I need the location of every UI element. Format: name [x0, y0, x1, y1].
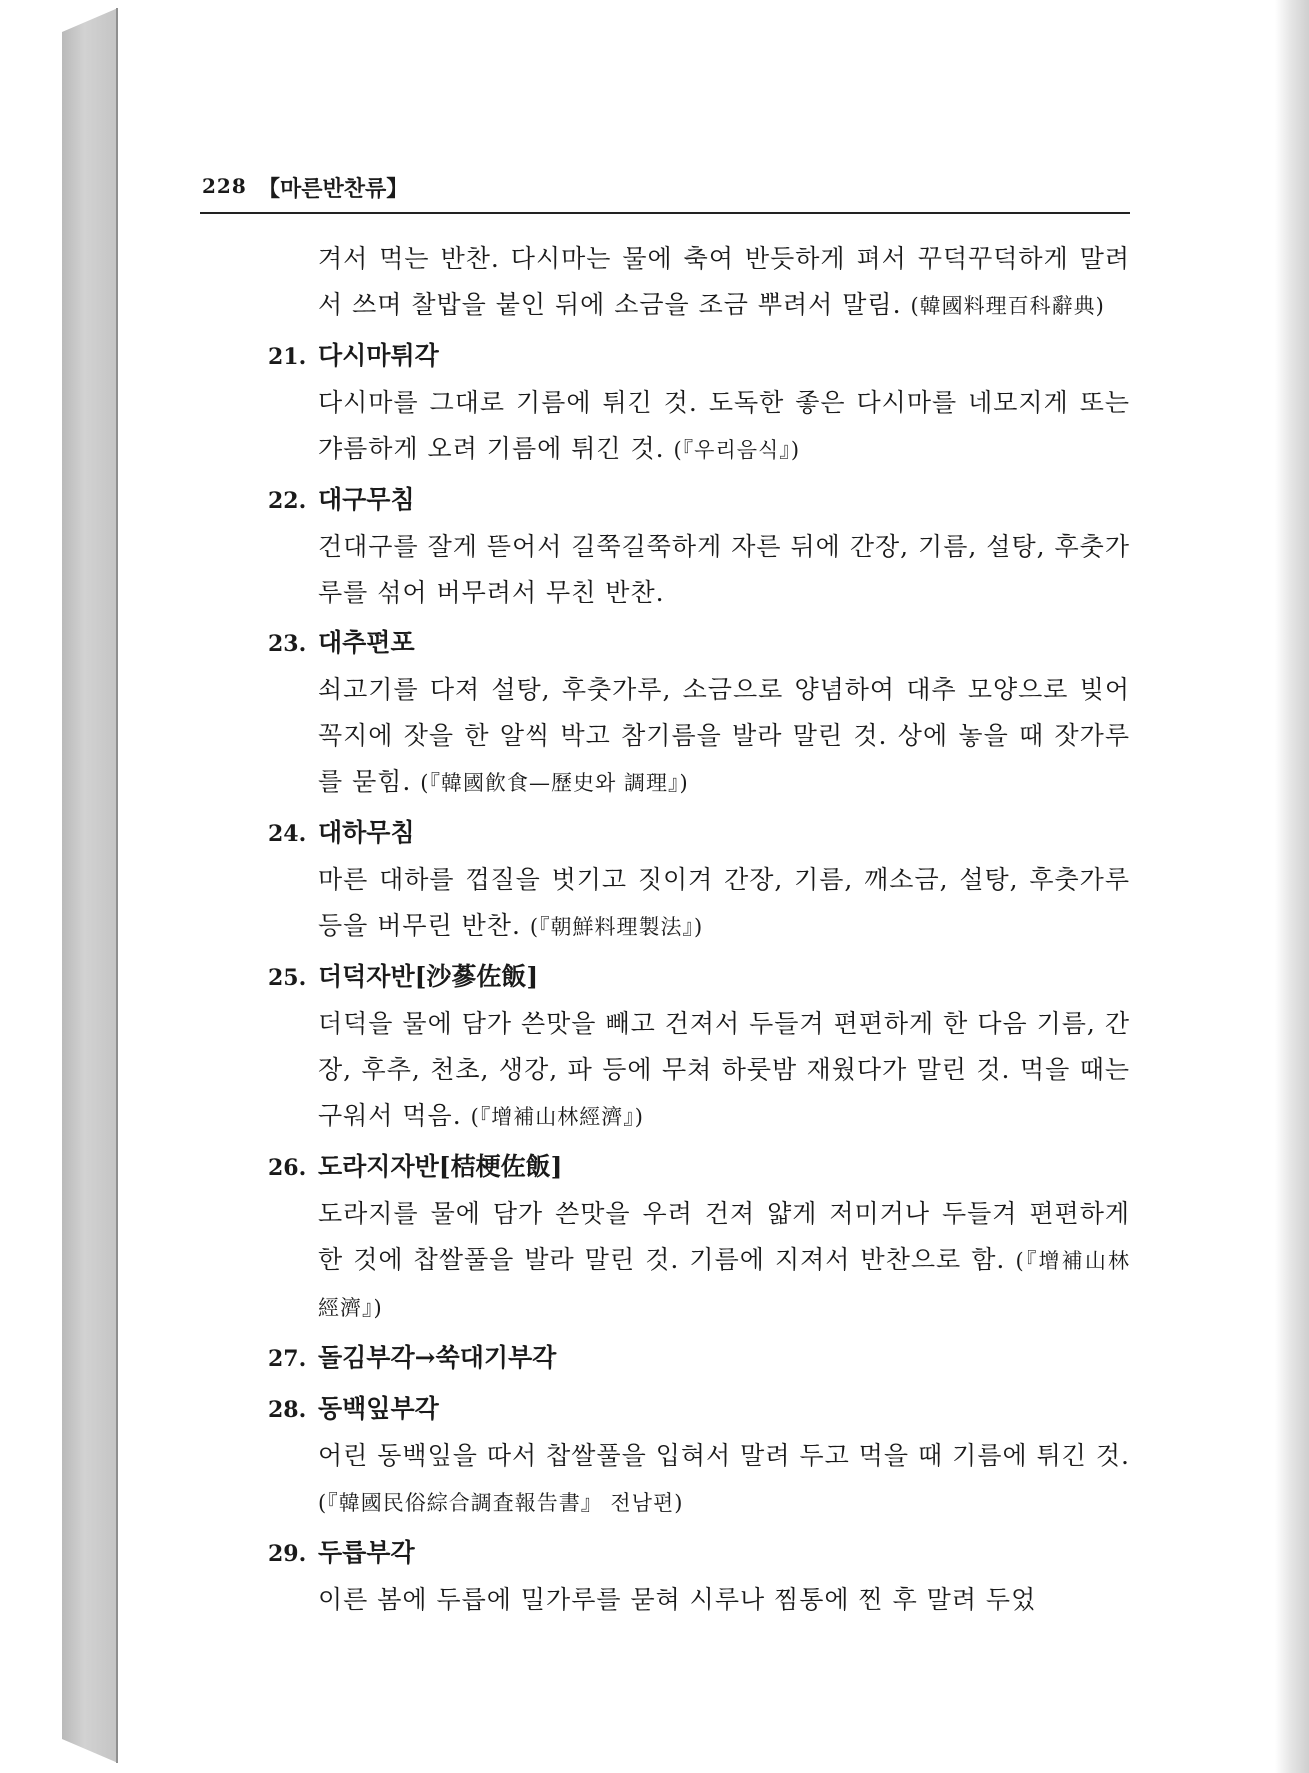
book-edge	[62, 8, 118, 1763]
entry-number: 29.	[268, 1541, 307, 1567]
running-title: 【마른반찬류】	[258, 176, 409, 202]
entry-heading	[268, 333, 1130, 380]
entry-title: 동백잎부각	[318, 1394, 439, 1423]
entry-title: 대하무침	[318, 818, 415, 847]
entry-body: 건대구를 잘게 뜯어서 길쭉길쭉하게 자른 뒤에 간장, 기름, 설탕, 후춧가루를 섞어 버무려서 무친 반찬.	[318, 532, 1130, 607]
entry-title: 두릅부각	[318, 1538, 415, 1567]
entry-heading	[268, 1530, 1130, 1577]
entry-number: 28.	[268, 1397, 307, 1423]
entry-heading	[268, 1386, 1130, 1433]
entry-heading	[268, 1335, 1130, 1382]
entry-number: 25.	[268, 965, 307, 991]
entry-number: 27.	[268, 1346, 307, 1372]
entry-body: 어린 동백잎을 따서 찹쌀풀을 입혀서 말려 두고 먹을 때 기름에 튀긴 것. (『韓國民俗綜合調査報告書』 전남편)	[318, 1441, 1130, 1515]
entry-number: 26.	[268, 1155, 307, 1181]
page-header	[200, 172, 1130, 214]
citation: (『韓國民俗綜合調査報告書』 전남편)	[318, 1491, 684, 1515]
entry-title: 도라지자반[桔梗佐飯]	[318, 1152, 563, 1181]
entry-title: 더덕자반[沙蔘佐飯]	[318, 962, 539, 991]
entry-number: 23.	[268, 631, 307, 657]
entry-body: 더덕을 물에 담가 쓴맛을 빼고 건져서 두들겨 편편하게 한 다음 기름, 간장, 후추, 천초, 생강, 파 등에 무쳐 하룻밤 재웠다가 말린 것. 먹을 때는 구워서 먹음. (『增補山林經濟』)	[318, 1009, 1130, 1130]
entry-body: 이른 봄에 두릅에 밀가루를 묻혀 시루나 찜통에 찐 후 말려 두었	[318, 1585, 1037, 1614]
entry-number: 22.	[268, 488, 307, 514]
page-shadow	[1275, 0, 1309, 1773]
entry-title: 대추편포	[318, 628, 415, 657]
citation: (『朝鮮料理製法』)	[529, 915, 704, 939]
entry-title: 돌김부각→쑥대기부각	[318, 1343, 557, 1372]
entry-heading	[268, 620, 1130, 667]
citation: (『우리음식』)	[673, 438, 801, 462]
entry-body: 쇠고기를 다져 설탕, 후춧가루, 소금으로 양념하여 대추 모양으로 빚어 꼭지에 잣을 한 알씩 박고 참기름을 발라 말린 것. 상에 놓을 때 잣가루를 묻힘. (『韓國飮食—歷史와 調理』)	[318, 675, 1130, 796]
entry-number: 21.	[268, 344, 307, 370]
page-number: 228	[202, 174, 247, 198]
continuation-text: 겨서 먹는 반찬. 다시마는 물에 축여 반듯하게 펴서 꾸덕꾸덕하게 말려서 쓰며 찰밥을 붙인 뒤에 소금을 조금 뿌려서 말림. (韓國料理百科辭典)	[318, 244, 1130, 319]
entry-heading	[268, 477, 1130, 524]
citation: (韓國料理百科辭典)	[910, 294, 1105, 318]
citation: (『增補山林經濟』)	[318, 1249, 1130, 1320]
entry-body: 다시마를 그대로 기름에 튀긴 것. 도독한 좋은 다시마를 네모지게 또는 갸름하게 오려 기름에 튀긴 것. (『우리음식』)	[318, 388, 1130, 463]
entry-body: 도라지를 물에 담가 쓴맛을 우려 건져 얇게 저미거나 두들겨 편편하게 한 것에 찹쌀풀을 발라 말린 것. 기름에 지져서 반찬으로 함. (『增補山林經濟』)	[318, 1199, 1130, 1320]
entry-number: 24.	[268, 821, 307, 847]
entry-body: 마른 대하를 껍질을 벗기고 짓이겨 간장, 기름, 깨소금, 설탕, 후춧가루 등을 버무린 반찬. (『朝鮮料理製法』)	[318, 865, 1130, 940]
page-content	[268, 236, 1130, 1623]
entry-title: 대구무침	[318, 485, 415, 514]
citation: (『增補山林經濟』)	[470, 1105, 644, 1129]
citation: (『韓國飮食—歷史와 調理』)	[420, 771, 689, 795]
entry-title: 다시마튀각	[318, 341, 439, 370]
entry-heading	[268, 810, 1130, 857]
entry-heading	[268, 1144, 1130, 1191]
entry-heading	[268, 954, 1130, 1001]
